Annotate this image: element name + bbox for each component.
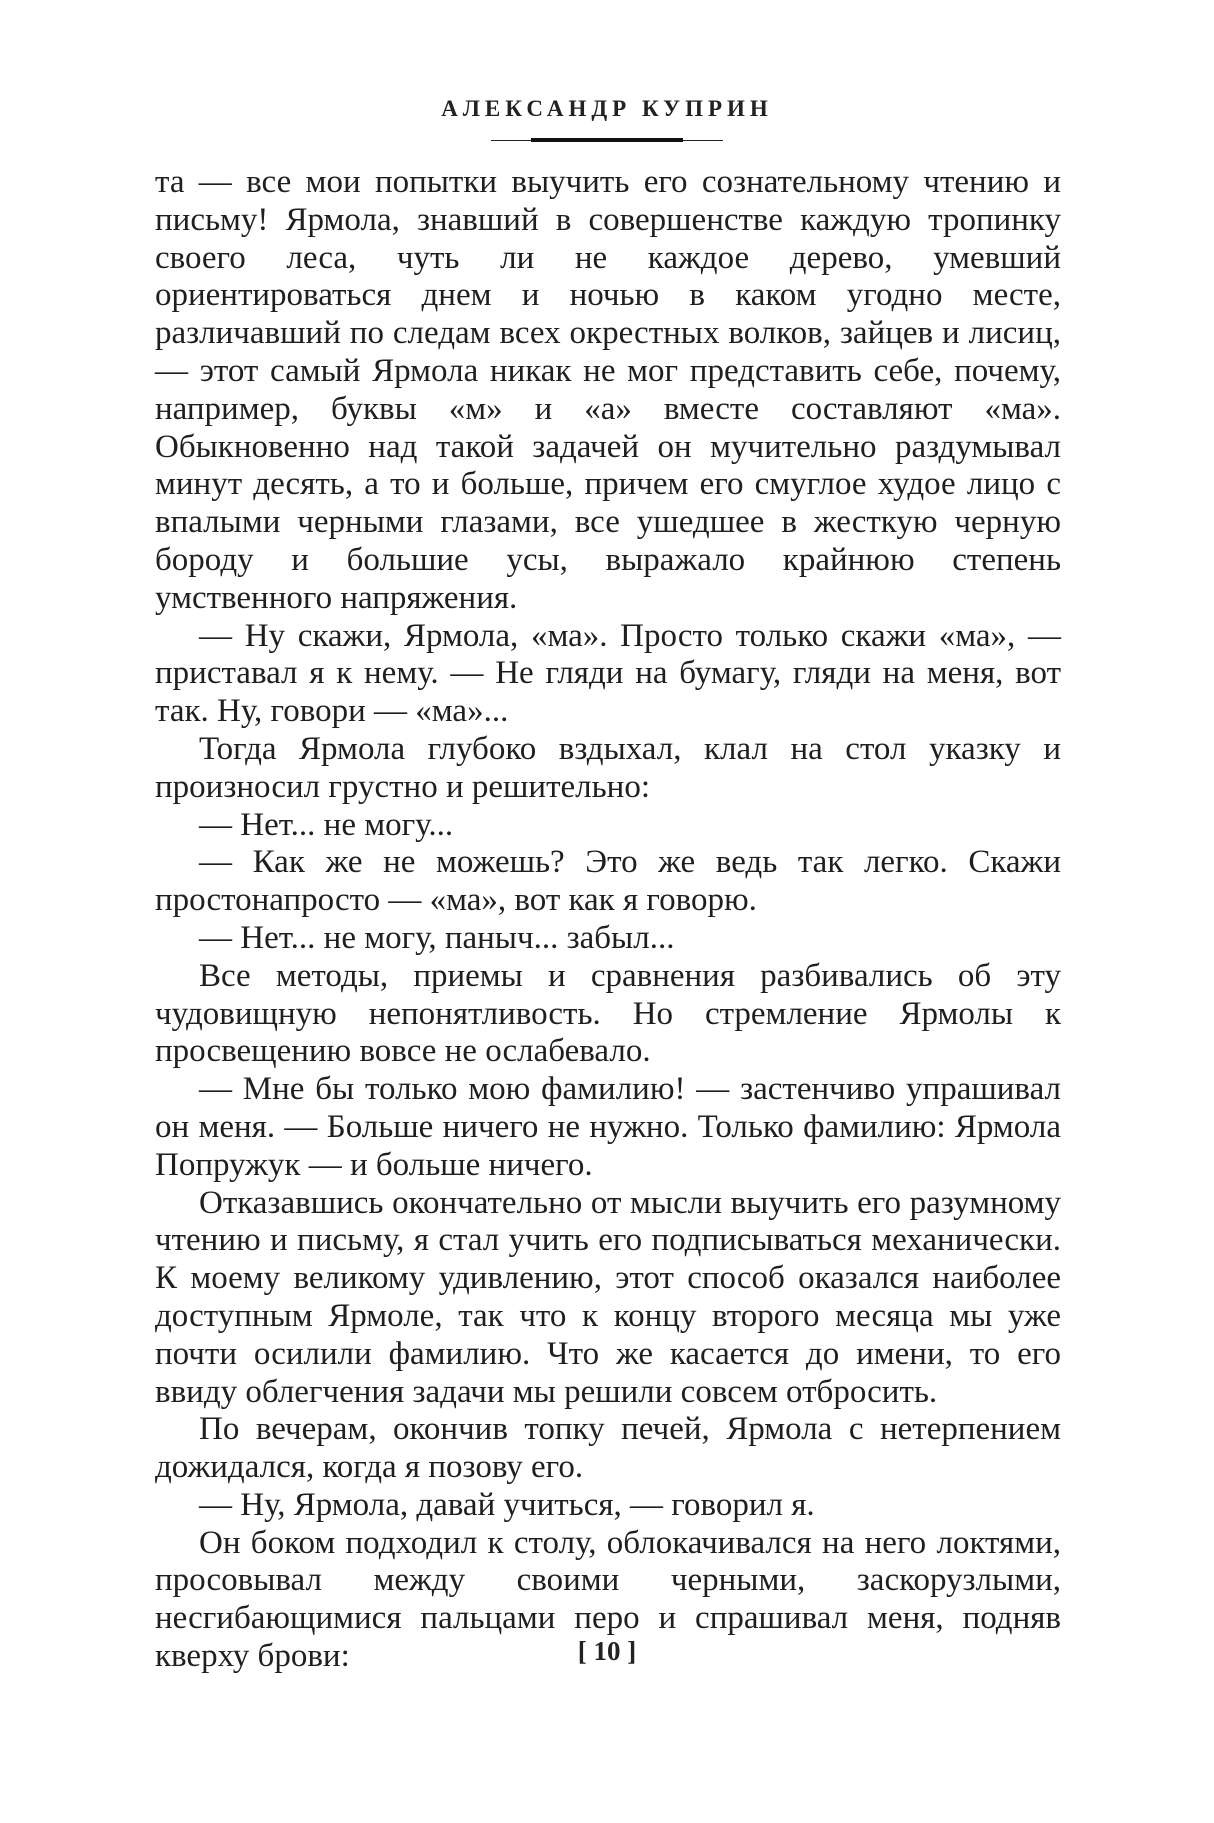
running-head: АЛЕКСАНДР КУПРИН bbox=[441, 96, 773, 121]
header-rule-accent bbox=[531, 138, 683, 142]
paragraph: Все методы, приемы и сравнения разбивались об эту чудовищную непонятливость. Но стремление Ярмолы к просвещению вовсе не ослабевало. bbox=[155, 957, 1061, 1070]
body-text bbox=[155, 164, 1061, 1676]
paragraph: Отказавшись окончательно от мысли выучить его разумному чтению и письму, я стал учить его подписываться механически. К моему великому удивлению, этот способ оказался наиболее доступным Ярмоле, так что к концу второго месяца мы уже почти осилили фамилию. Что же касается до имени, то его ввиду облегчения задачи мы решили совсем отбросить. bbox=[155, 1184, 1061, 1410]
page-number: [ 10 ] bbox=[577, 1636, 637, 1666]
paragraph: — Как же не можешь? Это же ведь так легко. Скажи простонапросто — «ма», вот как я говорю. bbox=[155, 844, 1061, 919]
paragraph: — Ну, Ярмола, давай учиться, — говорил я. bbox=[199, 1486, 815, 1523]
paragraph: та — все мои попытки выучить его сознательному чтению и письму! Ярмола, знавший в совершенстве каждую тропинку своего леса, чуть ли не каждое дерево, умевший ориентироваться днем и ночью в каком угодно месте, различавший по следам всех окрестных волков, зайцев и лисиц, — этот самый Ярмола никак не мог представить себе, почему, например, буквы «м» и «а» вместе составляют «ма». Обыкновенно над такой задачей он мучительно раздумывал минут десять, а то и больше, причем его смуглое худое лицо с впалыми черными глазами, все ушедшее в жесткую черную бороду и большие усы, выражало крайнюю степень умственного напряжения. bbox=[155, 164, 1061, 616]
paragraph: — Нет... не могу, паныч... забыл... bbox=[199, 919, 675, 956]
paragraph: Он боком подходил к столу, облокачивался на него локтями, просовывал между своими черными, заскорузлыми, несгибающимися пальцами перо и спрашивал меня, подняв кверху брови: bbox=[155, 1524, 1061, 1675]
paragraph: По вечерам, окончив топку печей, Ярмола с нетерпением дожидался, когда я позову его. bbox=[155, 1411, 1061, 1486]
paragraph: — Мне бы только мою фамилию! — застенчиво упрашивал он меня. — Больше ничего не нужно. Только фамилию: Ярмола Попружук — и больше ничего. bbox=[155, 1071, 1061, 1183]
paragraph: — Нет... не могу... bbox=[199, 806, 454, 843]
paragraph: Тогда Ярмола глубоко вздыхал, клал на стол указку и произносил грустно и решительно: bbox=[155, 730, 1061, 805]
paragraph: — Ну скажи, Ярмола, «ма». Просто только скажи «ма», — приставал я к нему. — Не гляди на бумагу, гляди на меня, вот так. Ну, говори — «ма»... bbox=[155, 617, 1061, 730]
